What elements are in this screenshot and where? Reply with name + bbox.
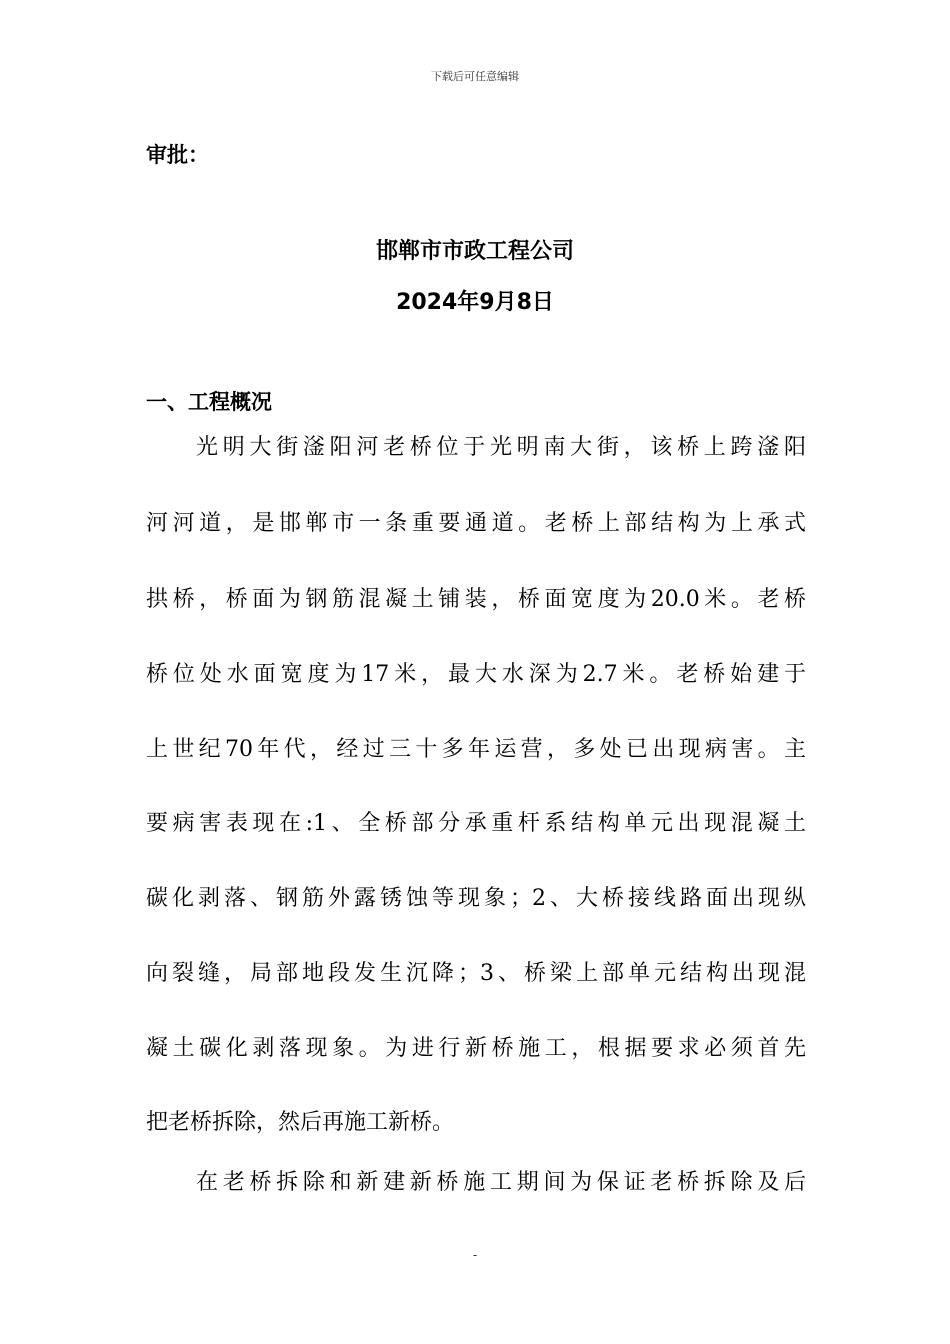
paragraph-line: 把老桥拆除，然后再施工新桥。 [146, 1110, 455, 1135]
document-date: 2024年9月8日 [396, 290, 554, 315]
paragraph-line: 在老桥拆除和新建新桥施工期间为保证老桥拆除及后 [196, 1170, 806, 1195]
header-note: 下载后可任意编辑 [431, 70, 519, 83]
paragraph-line: 向裂缝，局部地段发生沉降；3、桥梁上部单元结构出现混 [146, 961, 806, 986]
paragraph-line: 桥位处水面宽度为17米，最大水深为2.7米。老桥始建于 [146, 662, 806, 687]
company-name: 邯郸市市政工程公司 [375, 239, 574, 264]
paragraph-line: 碳化剥落、钢筋外露锈蚀等现象；2、大桥接线路面出现纵 [146, 886, 806, 911]
section-heading: 一、工程概况 [146, 390, 272, 414]
paragraph-line: 凝土碳化剥落现象。为进行新桥施工，根据要求必须首先 [146, 1036, 806, 1061]
paragraph-line: 光明大街滏阳河老桥位于光明南大街，该桥上跨滏阳 [196, 435, 806, 460]
page-footer-mark: - [472, 1248, 478, 1262]
paragraph-line: 上世纪70年代，经过三十多年运营，多处已出现病害。主 [146, 737, 806, 762]
approval-label: 审批： [146, 143, 209, 167]
paragraph-line: 要病害表现在:1、全桥部分承重杆系结构单元出现混凝土 [146, 811, 806, 836]
paragraph-line: 拱桥，桥面为钢筋混凝土铺装，桥面宽度为20.0米。老桥 [146, 587, 806, 612]
paragraph-line: 河河道，是邯郸市一条重要通道。老桥上部结构为上承式 [146, 511, 806, 536]
